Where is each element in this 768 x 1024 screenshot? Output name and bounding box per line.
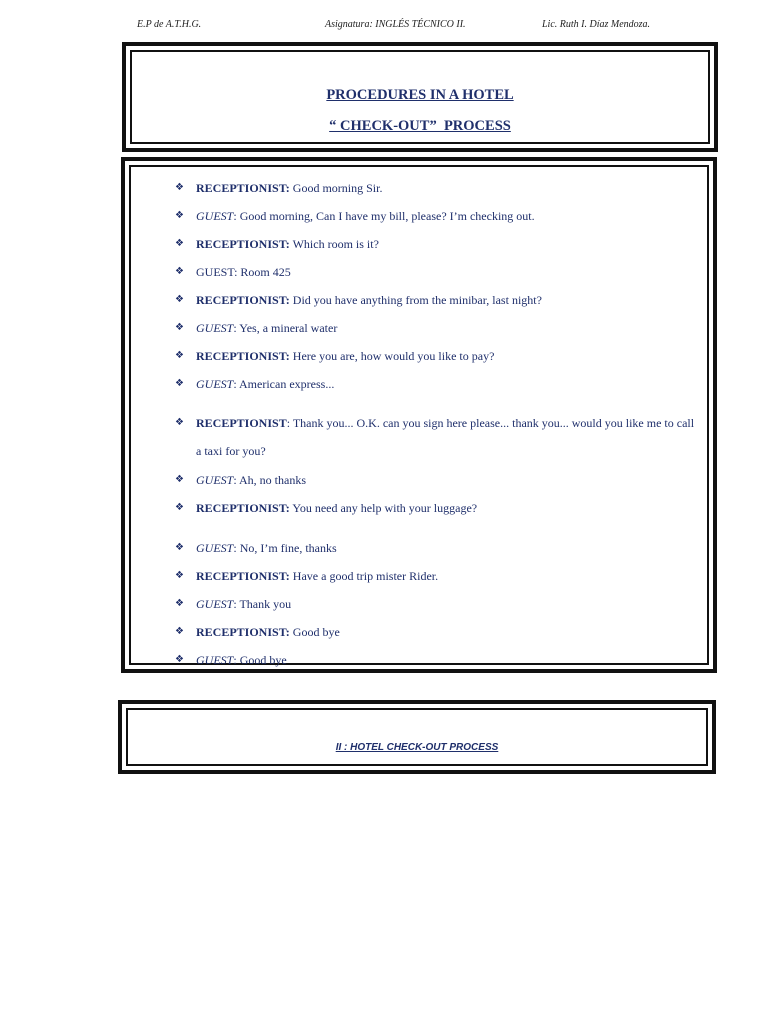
diamond-bullet-icon: ❖ xyxy=(175,474,184,485)
speaker-label: GUEST xyxy=(196,377,234,391)
dialogue-line xyxy=(175,646,697,674)
header-subject: Asignatura: INGLÉS TÉCNICO II. xyxy=(325,19,466,30)
dialogue-text: Thank you... O.K. can you sign here please... thank you... would you like me to call a taxi for you? xyxy=(196,416,695,458)
dialogue-text: American express... xyxy=(239,377,335,391)
speaker-label: RECEPTIONIST: xyxy=(196,293,290,307)
dialogue-text: Good bye xyxy=(292,625,340,639)
dialogue-line xyxy=(175,590,697,618)
speaker-label: GUEST xyxy=(196,597,234,611)
dialogue-text: Did you have anything from the minibar, last night? xyxy=(292,293,542,307)
speaker-separator: : xyxy=(233,473,240,487)
header-teacher: Lic. Ruth I. Díaz Mendoza. xyxy=(542,19,651,30)
page-header xyxy=(0,19,768,33)
section-box xyxy=(118,700,716,774)
diamond-bullet-icon: ❖ xyxy=(175,378,184,389)
dialogue-text: You need any help with your luggage? xyxy=(292,501,478,515)
dialogue-line xyxy=(175,370,697,398)
dialogue-text: GUEST: Room 425 xyxy=(196,265,291,279)
speaker-label: RECEPTIONIST: xyxy=(196,349,290,363)
diamond-bullet-icon: ❖ xyxy=(175,350,184,361)
dialogue-line xyxy=(175,314,697,342)
document-subtitle: “ CHECK-OUT” PROCESS xyxy=(329,118,511,134)
diamond-bullet-icon: ❖ xyxy=(175,654,184,665)
dialogue-line xyxy=(175,342,697,370)
dialogue-text: Here you are, how would you like to pay? xyxy=(292,349,495,363)
speaker-separator: : xyxy=(233,321,240,335)
speaker-separator: : xyxy=(286,416,293,430)
dialogue-text: No, I’m fine, thanks xyxy=(239,541,337,555)
diamond-bullet-icon: ❖ xyxy=(175,210,184,221)
speaker-label: GUEST xyxy=(196,209,234,223)
header-school: E.P de A.T.H.G. xyxy=(137,19,202,30)
dialogue-text: Which room is it? xyxy=(292,237,379,251)
dialogue-text: Ah, no thanks xyxy=(239,473,307,487)
speaker-label: GUEST xyxy=(196,653,234,667)
dialogue-text: Good bye xyxy=(239,653,287,667)
diamond-bullet-icon: ❖ xyxy=(175,266,184,277)
diamond-bullet-icon: ❖ xyxy=(175,502,184,513)
speaker-label: RECEPTIONIST xyxy=(196,416,287,430)
speaker-separator: : xyxy=(233,377,240,391)
speaker-label: RECEPTIONIST: xyxy=(196,625,290,639)
dialogue-text: Have a good trip mister Rider. xyxy=(292,569,439,583)
diamond-bullet-icon: ❖ xyxy=(175,238,184,249)
dialogue-line xyxy=(175,286,697,314)
dialogue-line xyxy=(175,409,697,465)
speaker-label: RECEPTIONIST: xyxy=(196,181,290,195)
diamond-bullet-icon: ❖ xyxy=(175,294,184,305)
dialogue-line xyxy=(175,618,697,646)
dialogue-line xyxy=(175,258,697,286)
dialogue-line xyxy=(175,534,697,562)
diamond-bullet-icon: ❖ xyxy=(175,598,184,609)
speaker-label: RECEPTIONIST: xyxy=(196,237,290,251)
speaker-separator: : xyxy=(233,541,240,555)
dialogue-line xyxy=(175,174,697,202)
dialogue-text: Good morning, Can I have my bill, please? I’m checking out. xyxy=(239,209,535,223)
dialogue-text: Thank you xyxy=(239,597,292,611)
speaker-separator: : xyxy=(233,209,240,223)
dialogue-text: Yes, a mineral water xyxy=(239,321,338,335)
speaker-label: RECEPTIONIST: xyxy=(196,569,290,583)
speaker-separator: : xyxy=(233,653,240,667)
diamond-bullet-icon: ❖ xyxy=(175,182,184,193)
speaker-separator: : xyxy=(233,597,240,611)
dialogue-text: Good morning Sir. xyxy=(292,181,383,195)
dialogue-line xyxy=(175,562,697,590)
section-heading: II : HOTEL CHECK-OUT PROCESS xyxy=(335,742,499,753)
dialogue-box xyxy=(121,157,717,673)
document-title: PROCEDURES IN A HOTEL xyxy=(326,87,514,103)
diamond-bullet-icon: ❖ xyxy=(175,570,184,581)
diamond-bullet-icon: ❖ xyxy=(175,322,184,333)
speaker-label: GUEST xyxy=(196,321,234,335)
speaker-label: GUEST xyxy=(196,541,234,555)
diamond-bullet-icon: ❖ xyxy=(175,626,184,637)
dialogue-line xyxy=(175,466,697,494)
speaker-label: RECEPTIONIST: xyxy=(196,501,290,515)
title-box xyxy=(122,42,718,152)
diamond-bullet-icon: ❖ xyxy=(175,542,184,553)
diamond-bullet-icon: ❖ xyxy=(175,417,184,428)
dialogue-line xyxy=(175,202,697,230)
speaker-label: GUEST xyxy=(196,473,234,487)
dialogue-line xyxy=(175,494,697,522)
dialogue-line xyxy=(175,230,697,258)
